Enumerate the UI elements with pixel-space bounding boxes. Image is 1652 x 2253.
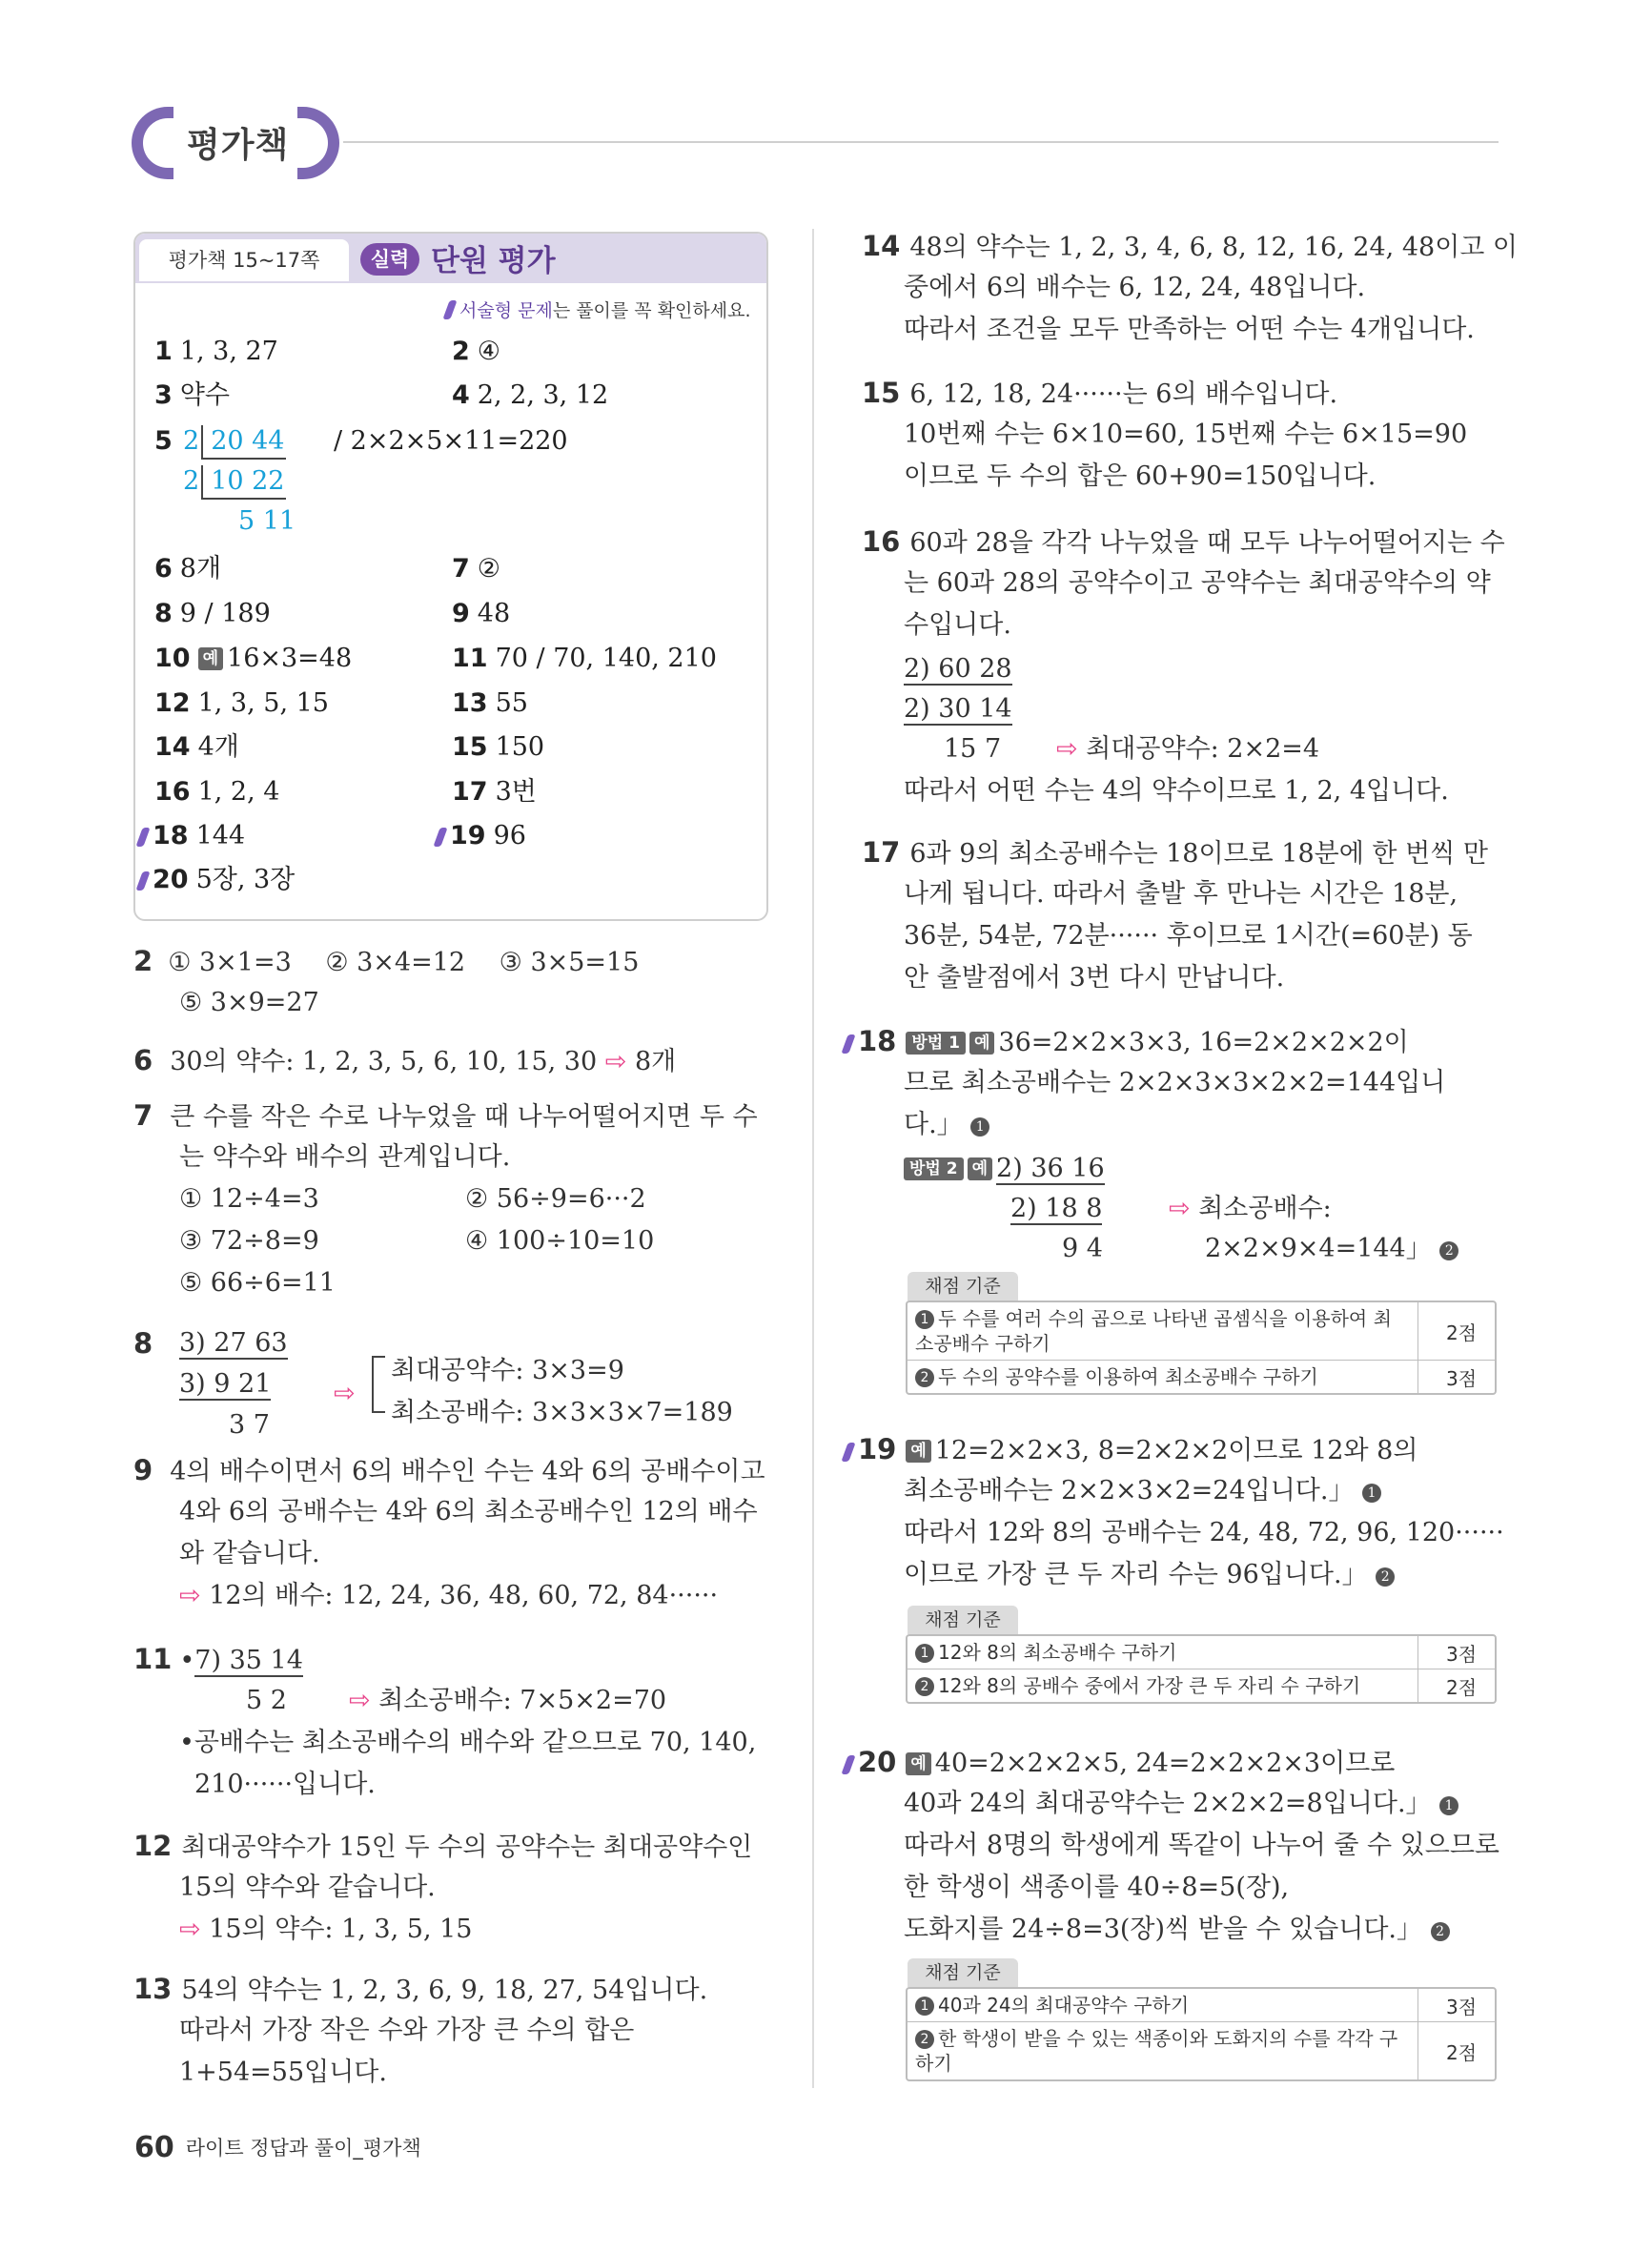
answer-item: 6 8개 [154,554,222,584]
answer-item: 4 2, 2, 3, 12 [452,380,609,410]
answer-item: 19 96 [437,820,526,852]
arrow-icon: ⇨ [1056,734,1078,764]
section-badge [132,107,339,179]
solution-17: 17 6과 9의 최소공배수는 18이므로 18분에 한 번씩 만 [862,836,1488,869]
step-marker-icon: 1 [970,1117,989,1137]
solution-line: 따라서 8명의 학생에게 똑같이 나누어 줄 수 있으므로 [904,1831,1499,1860]
answer-item: 11 70 / 70, 140, 210 [452,644,717,673]
solution-line: 36분, 54분, 72분······ 후이므로 1시간(=60분) 동 [904,921,1473,951]
answer-item: 10 예 16×3=48 [154,644,353,673]
arrow-icon: ⇨ [334,1379,356,1408]
solution-line: 므로 최소공배수는 2×2×3×3×2×2=144입니 [904,1068,1446,1097]
solution-line: 15의 약수와 같습니다. [179,1873,436,1902]
page-range-tab: 평가책 15~17쪽 [139,239,349,281]
answer-item: 7 ② [452,554,501,584]
division-ladder: 2) 18 8 [1010,1194,1103,1223]
arrow-icon: ⇨ [1169,1194,1191,1223]
level-badge: 실력 [360,243,419,276]
solution-15: 15 6, 12, 18, 24······는 6의 배수입니다. [862,377,1338,409]
answer-item: 1 1, 3, 27 [154,337,278,366]
division-quotient: 9 4 [1062,1234,1103,1263]
bracket [372,1356,385,1413]
step-marker-icon: 2 [1431,1922,1450,1941]
answer-item: 13 55 [452,688,528,718]
grading-row: 2 12와 8의 공배수 중에서 가장 큰 두 자리 수 구하기 2점 [908,1669,1495,1702]
answer-item: 17 3번 [452,777,537,807]
solution-line: ⇨ 최대공약수: 2×2=4 [1056,734,1320,764]
grading-row: 1 두 수를 여러 수의 곱으로 나타낸 곱셈식을 이용하여 최소공배수 구하기 2점 [908,1302,1495,1361]
column-divider [812,229,814,2088]
solution-16: 16 60과 28을 각각 나누었을 때 모두 나누어떨어지는 수 [862,525,1505,558]
solution-line: ⇨ 최소공배수: [1169,1194,1332,1223]
division-ladder: 2) 30 14 [904,694,1012,724]
solution-line: 다.」 1 [904,1104,993,1146]
solution-line: 최소공배수는 2×2×3×2=24입니다.」 1 [904,1470,1385,1512]
answer-item: 15 150 [452,732,545,762]
section-title: 평가책 [187,126,290,165]
solution-20: 20 예 40=2×2×2×5, 24=2×2×2×3이므로 [845,1741,1395,1785]
grading-row: 1 12와 8의 최소공배수 구하기 3점 [908,1636,1495,1669]
step-marker-icon: 2 [1439,1241,1458,1260]
grading-row: 2 한 학생이 받을 수 있는 색종이와 도화지의 수를 각각 구하기 2점 [908,2022,1495,2079]
solution-6: 6 30의 약수: 1, 2, 3, 5, 6, 10, 15, 30 ⇨ 8개 [133,1044,677,1076]
solution-line: ⑤ 3×9=27 [179,988,319,1017]
page-footer [134,2131,421,2164]
solution-line: 10번째 수는 6×10=60, 15번째 수는 6×15=90 [904,420,1468,449]
choice: ④ 100÷10=10 [465,1226,655,1256]
choice: ③ 72÷8=9 [179,1226,319,1256]
division-ladder: 2 10 22 [183,465,286,500]
solution-line: 수입니다. [904,610,1011,640]
footer-text: 라이트 정답과 풀이_평가책 [185,2137,421,2160]
step-marker-icon: 1 [1439,1796,1458,1815]
solution-line: 나게 됩니다. 따라서 출발 후 만나는 시간은 18분, [904,879,1458,909]
lcm-result: 최소공배수: 3×3×3×7=189 [391,1398,733,1427]
arrow-icon: ⇨ [179,1581,201,1610]
header-rule [343,141,1499,143]
arrow-icon: ⇨ [179,1915,201,1944]
solution-line: 따라서 조건을 모두 만족하는 어떤 수는 4개입니다. [904,315,1475,344]
left-bracket-icon [132,107,173,179]
choice: ② 56÷9=6···2 [465,1184,646,1214]
solution-line: 2×2×9×4=144」 2 [1205,1228,1462,1270]
solution-line: 따라서 가장 작은 수와 가장 큰 수의 합은 [179,2016,635,2045]
solution-2: 2 ① 3×1=3 ② 3×4=12 ③ 3×5=15 [133,945,640,977]
unit-title: 단원 평가 [431,244,556,278]
solution-line: 방법 2 예 2) 36 16 [904,1148,1105,1190]
grading-table [906,1987,1497,2081]
division-ladder: 3) 9 21 [179,1369,272,1399]
division-quotient: 15 7 [944,734,1002,764]
solution-line: ⇨ 15의 약수: 1, 3, 5, 15 [179,1915,473,1944]
solution-line: 따라서 어떤 수는 4의 약수이므로 1, 2, 4입니다. [904,776,1449,806]
solution-8: 8 [133,1327,153,1360]
grading-row: 2 두 수의 공약수를 이용하여 최소공배수 구하기 3점 [908,1361,1495,1393]
solution-13: 13 54의 약수는 1, 2, 3, 6, 9, 18, 27, 54입니다. [133,1973,708,2005]
solution-line: 한 학생이 색종이를 40÷8=5(장), [904,1873,1290,1902]
answer-item: 16 1, 2, 4 [154,777,280,807]
solution-12: 12 최대공약수가 15인 두 수의 공약수는 최대공약수인 [133,1830,753,1862]
step-marker-icon: 1 [1362,1484,1381,1503]
solution-line: 와 같습니다. [179,1539,320,1568]
page-number: 60 [134,2131,174,2164]
answer-item: 3 약수 [154,380,230,410]
division-quotient: 5 2 [246,1686,287,1715]
solution-line: 도화지를 24÷8=3(장)씩 받을 수 있습니다.」 2 [904,1909,1454,1951]
grading-tag: 채점 기준 [908,1272,1018,1301]
solution-19: 19 예 12=2×2×3, 8=2×2×2이므로 12와 8의 [845,1428,1417,1472]
solution-9: 9 4의 배수이면서 6의 배수인 수는 4와 6의 공배수이고 [133,1454,765,1486]
solution-18: 18 방법 1 예 36=2×2×3×3, 16=2×2×2×2이 [845,1020,1409,1064]
answer-item: 14 4개 [154,732,239,762]
grading-table [906,1301,1497,1395]
answer-item: 9 48 [452,599,511,628]
choice: ⑤ 66÷6=11 [179,1268,336,1298]
pencil-icon [841,1034,855,1054]
solution-7: 7 큰 수를 작은 수로 나누었을 때 나누어떨어지면 두 수 [133,1099,758,1132]
right-bracket-icon [297,107,339,179]
division-ladder: 2) 60 28 [904,654,1012,684]
solution-line: ⇨ 12의 배수: 12, 24, 36, 48, 60, 72, 84······ [179,1581,719,1610]
choice: ① 12÷4=3 [179,1184,319,1214]
grading-tag: 채점 기준 [908,1606,1018,1634]
solution-line: 는 60과 28의 공약수이고 공약수는 최대공약수의 약 [904,568,1491,598]
answer-item: / 2×2×5×11=220 [334,426,568,456]
division-quotient: 5 11 [238,506,296,536]
grading-tag: 채점 기준 [908,1958,1018,1987]
division-ladder: 2 20 44 [183,425,286,460]
solution-line: 는 약수와 배수의 관계입니다. [179,1142,511,1172]
solution-line: •공배수는 최소공배수의 배수와 같으므로 70, 140, [179,1728,757,1757]
division-ladder: 3) 27 63 [179,1328,288,1358]
arrow-icon: ⇨ [604,1047,627,1076]
grading-table [906,1634,1497,1704]
division-quotient: 3 7 [229,1410,270,1440]
solution-11: 11 •7) 35 14 [133,1643,303,1675]
pencil-icon [841,1443,855,1462]
solution-line: 이므로 두 수의 합은 60+90=150입니다. [904,461,1377,491]
answer-item: 8 9 / 189 [154,599,271,628]
solution-line: 4와 6의 공배수는 4와 6의 최소공배수인 12의 배수 [179,1497,758,1526]
answer-item: 5 [154,426,173,456]
answer-item: 2 ④ [452,337,501,366]
solution-line: 1+54=55입니다. [179,2058,387,2087]
step-marker-icon: 2 [1376,1567,1395,1587]
grading-row: 1 40과 24의 최대공약수 구하기 3점 [908,1989,1495,2022]
solution-line: ⇨ 최소공배수: 7×5×2=70 [349,1686,667,1715]
solution-line: 40과 24의 최대공약수는 2×2×2=8입니다.」 1 [904,1783,1462,1825]
answer-item: 20 5장, 3장 [139,864,295,896]
essay-note: 서술형 문제는 풀이를 꼭 확인하세요. [446,297,751,322]
solution-line: 따라서 12와 8의 공배수는 24, 48, 72, 96, 120······ [904,1518,1504,1547]
answer-item: 18 144 [139,820,245,852]
solution-line: 중에서 6의 배수는 6, 12, 24, 48입니다. [904,273,1366,302]
gcd-result: 최대공약수: 3×3=9 [391,1356,624,1385]
pencil-icon [841,1755,855,1774]
solution-14: 14 48의 약수는 1, 2, 3, 4, 6, 8, 12, 16, 24, 48이고 이 [862,230,1519,262]
answer-item: 12 1, 3, 5, 15 [154,688,329,718]
arrow-icon: ⇨ [349,1686,371,1715]
solution-line: 이므로 가장 큰 두 자리 수는 96입니다.」 2 [904,1554,1398,1596]
solution-line: 210······입니다. [194,1770,376,1799]
solution-line: 안 출발점에서 3번 다시 만납니다. [904,963,1285,993]
